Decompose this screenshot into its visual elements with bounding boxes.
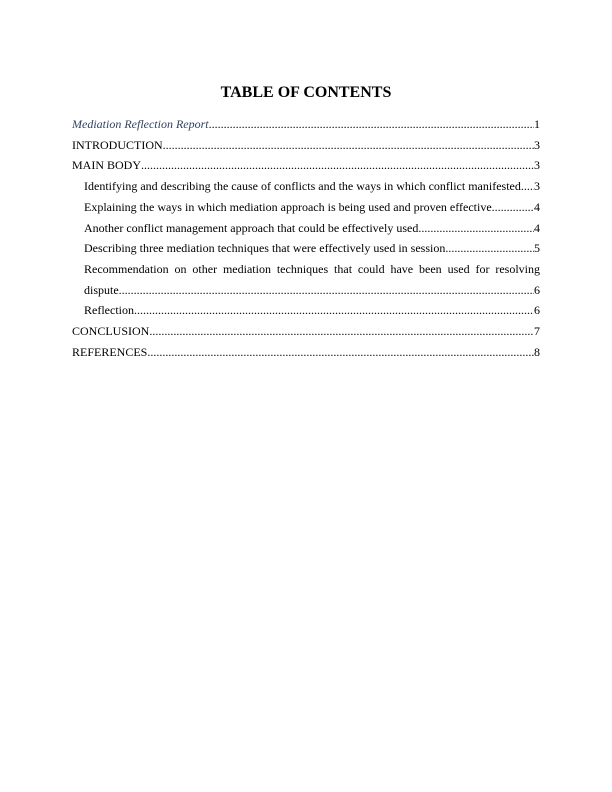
toc-entry-identifying-causes[interactable]	[72, 176, 540, 197]
dot-leader	[418, 218, 534, 239]
toc-entry-label: Another conflict management approach that could be effectively used	[84, 220, 419, 235]
toc-entry-page: 1	[534, 117, 540, 131]
toc-entry-label: Mediation Reflection Report	[72, 117, 209, 131]
dot-leader	[141, 155, 534, 176]
toc-entry-label: CONCLUSION	[72, 324, 150, 339]
toc-entry-introduction[interactable]	[72, 135, 540, 156]
toc-entry-label: Reflection	[84, 303, 134, 318]
dot-leader	[149, 321, 534, 342]
toc-entry-three-techniques[interactable]	[72, 238, 540, 259]
toc-entry-another-approach[interactable]	[72, 218, 540, 239]
toc-entry-label: INTRODUCTION	[72, 137, 163, 152]
dot-leader	[521, 176, 534, 197]
toc-entry-references[interactable]	[72, 342, 540, 363]
toc-entry-reflection[interactable]	[72, 300, 540, 321]
toc-entry-label: Describing three mediation techniques that were effectively used in session	[84, 241, 446, 256]
toc-entry-explaining-mediation[interactable]	[72, 197, 540, 218]
toc-entry-page: 5	[534, 241, 540, 256]
toc-entry-continuation	[84, 280, 540, 301]
toc-entry-page: 4	[534, 220, 540, 235]
toc-entry-recommendation[interactable]	[72, 259, 540, 300]
dot-leader	[147, 342, 534, 363]
toc-entry-page: 3	[534, 158, 540, 173]
toc-entry-label: MAIN BODY	[72, 158, 141, 173]
toc-entry-page: 3	[534, 137, 540, 152]
toc-title: TABLE OF CONTENTS	[220, 84, 392, 101]
toc-entry-page: 6	[534, 282, 540, 297]
toc-entry-page: 3	[534, 179, 540, 194]
toc-entry-label-continued: dispute	[84, 282, 119, 297]
dot-leader	[119, 280, 534, 301]
toc-entry-page: 8	[534, 344, 540, 359]
toc-entry-page: 4	[534, 199, 540, 214]
toc-entry-conclusion[interactable]	[72, 321, 540, 342]
toc-entry-label: Explaining the ways in which mediation approach is being used and proven effective	[84, 199, 492, 214]
toc-entry-label: Identifying and describing the cause of conflicts and the ways in which conflict manifested	[84, 179, 521, 194]
dot-leader	[163, 135, 534, 156]
dot-leader	[209, 114, 534, 135]
toc-entry-page: 6	[534, 303, 540, 318]
table-of-contents	[72, 114, 540, 362]
dot-leader	[492, 197, 534, 218]
toc-entry-page: 7	[534, 324, 540, 339]
toc-entry-label: Recommendation on other mediation techniques that could have been used for resolving	[84, 261, 540, 276]
toc-entry-label: REFERENCES	[72, 344, 148, 359]
dot-leader	[445, 238, 534, 259]
dot-leader	[134, 300, 534, 321]
toc-entry-mediation-reflection-report[interactable]	[72, 114, 540, 135]
toc-entry-main-body[interactable]	[72, 155, 540, 176]
